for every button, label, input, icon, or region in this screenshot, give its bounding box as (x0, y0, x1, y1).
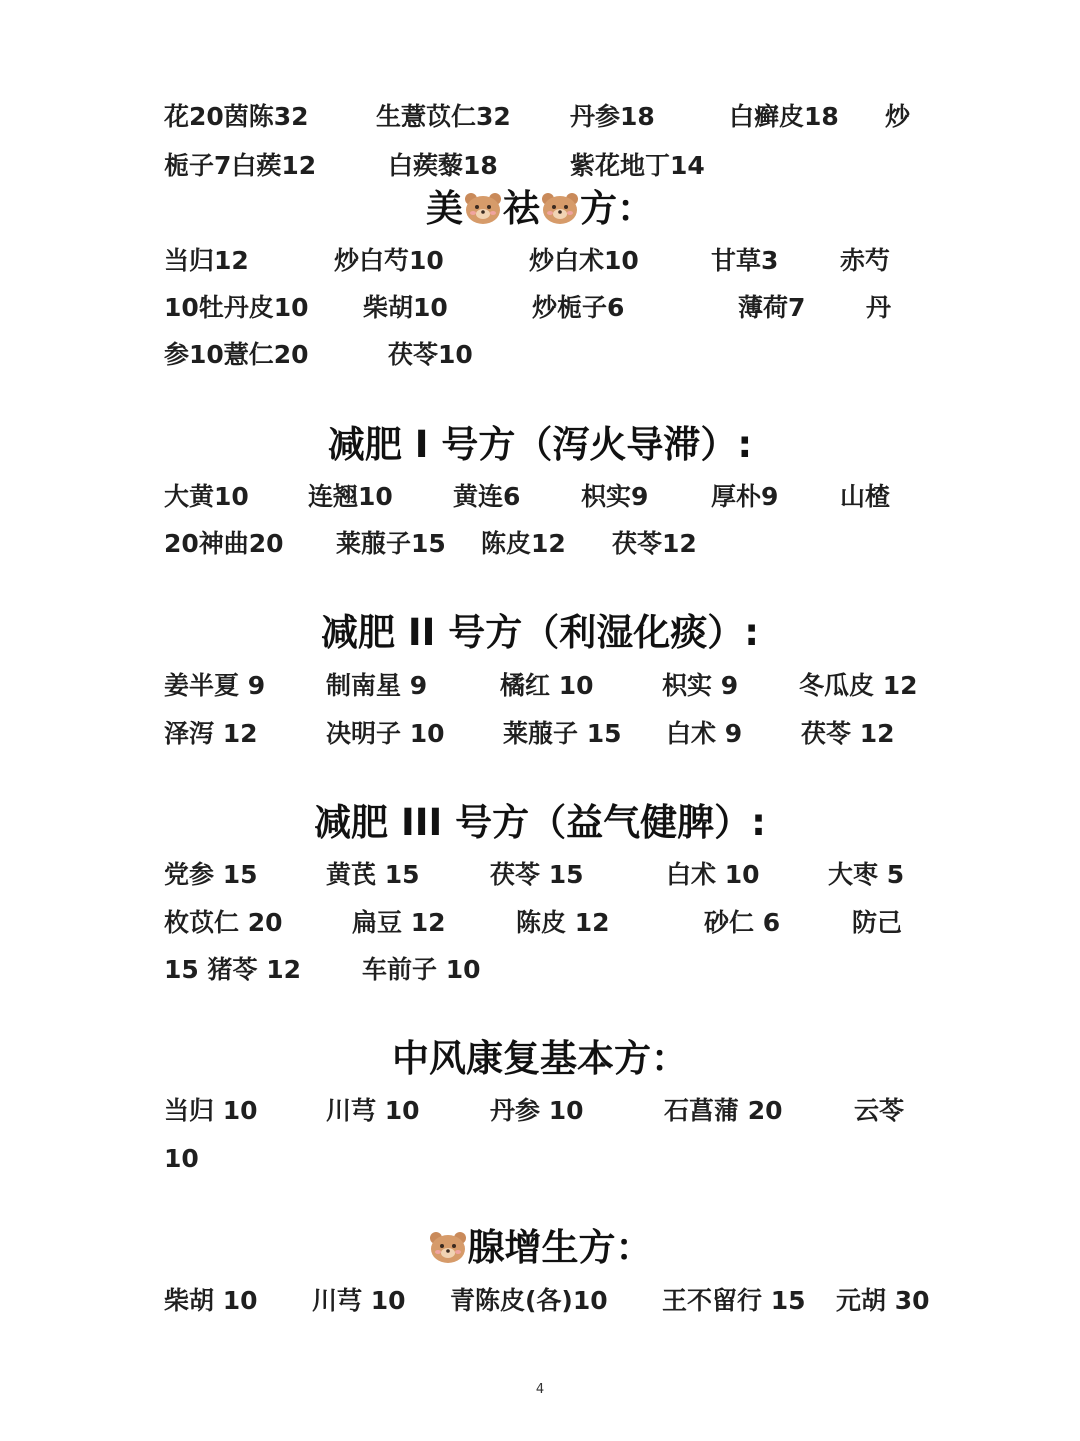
section-heading-slimming-3: 减肥 III 号方（益气健脾）: (314, 801, 766, 844)
herb-item: 大枣 5 (828, 860, 905, 889)
herb-item: 茯苓 15 (490, 860, 584, 889)
bear-sticker-icon (428, 1230, 468, 1264)
herb-item: 茯苓 12 (801, 719, 895, 748)
herb-item: 当归 10 (164, 1096, 258, 1125)
herb-item: 防己 (852, 908, 903, 937)
herb-item: 甘草3 (711, 246, 779, 275)
herb-item: 莱菔子 15 (503, 719, 622, 748)
herb-row (0, 331, 1080, 379)
herb-row (0, 946, 1080, 994)
herb-item: 黄芪 15 (326, 860, 420, 889)
herb-row (0, 710, 1080, 758)
herb-row (0, 520, 1080, 568)
herb-row (0, 851, 1080, 899)
section-heading-hyperplasia (0, 1220, 1080, 1276)
herb-row (0, 899, 1080, 947)
section-heading-slimming-2: 减肥 II 号方（利湿化痰）: (320, 611, 760, 654)
herb-item: 石菖蒲 20 (664, 1096, 783, 1125)
herb-row (0, 1277, 1080, 1325)
herb-item: 车前子 10 (362, 955, 481, 984)
herb-item: 砂仁 6 (704, 908, 781, 937)
heading-text: 腺增生方： (467, 1226, 653, 1269)
herb-item: 连翘10 (308, 482, 393, 511)
herb-item: 赤芍 (840, 246, 891, 275)
herb-row (0, 473, 1080, 521)
section-heading-stroke-recovery: 中风康复基本方： (392, 1037, 688, 1080)
herb-item: 紫花地丁14 (570, 151, 705, 180)
herb-item: 白术 10 (666, 860, 760, 889)
bear-sticker-icon (463, 191, 503, 225)
page-number: 4 (535, 1382, 545, 1397)
herb-item: 大黄10 (164, 482, 249, 511)
herb-item: 10 (164, 1144, 199, 1173)
herb-item: 炒白术10 (529, 246, 639, 275)
herb-item: 丹参 10 (490, 1096, 584, 1125)
herb-item: 当归12 (164, 246, 249, 275)
herb-item: 枚苡仁 20 (164, 908, 283, 937)
herb-item: 炒 (885, 102, 911, 131)
herb-item: 炒栀子6 (532, 293, 625, 322)
herb-item: 炒白芍10 (334, 246, 444, 275)
herb-row (0, 1135, 1080, 1183)
herb-item: 10牡丹皮10 (164, 293, 309, 322)
herb-item: 厚朴9 (711, 482, 779, 511)
herb-item: 栀子7白蒺12 (164, 151, 317, 180)
herb-item: 白术 9 (666, 719, 743, 748)
heading-text: 美 (426, 187, 463, 230)
herb-item: 枳实 9 (662, 671, 739, 700)
herb-item: 白癣皮18 (729, 102, 839, 131)
herb-item: 姜半夏 9 (164, 671, 266, 700)
herb-item: 15 猪苓 12 (164, 955, 301, 984)
herb-item: 扁豆 12 (352, 908, 446, 937)
herb-item: 丹 (866, 293, 892, 322)
herb-item: 泽泻 12 (164, 719, 258, 748)
herb-item: 白蒺藜18 (388, 151, 498, 180)
herb-item: 王不留行 15 (662, 1286, 806, 1315)
herb-item: 枳实9 (581, 482, 649, 511)
herb-item: 茯苓12 (612, 529, 697, 558)
herb-item: 20神曲20 (164, 529, 284, 558)
herb-item: 柴胡 10 (164, 1286, 258, 1315)
herb-item: 陈皮 12 (516, 908, 610, 937)
herb-item: 柴胡10 (363, 293, 448, 322)
herb-item: 决明子 10 (326, 719, 445, 748)
herb-item: 陈皮12 (481, 529, 566, 558)
herb-item: 丹参18 (570, 102, 655, 131)
heading-text: 祛 (503, 187, 540, 230)
herb-row (0, 662, 1080, 710)
herb-item: 川芎 10 (326, 1096, 420, 1125)
herb-row (0, 284, 1080, 332)
herb-row (0, 237, 1080, 285)
section-heading-slimming-1: 减肥 I 号方（泻火导滞）: (327, 423, 753, 466)
herb-item: 生薏苡仁32 (376, 102, 511, 131)
bear-sticker-icon (540, 191, 580, 225)
heading-text: 方： (580, 187, 654, 230)
herb-item: 冬瓜皮 12 (799, 671, 918, 700)
herb-item: 参10薏仁20 (164, 340, 309, 369)
herb-item: 山楂 (840, 482, 891, 511)
herb-row (0, 1087, 1080, 1135)
herb-item: 橘红 10 (500, 671, 594, 700)
herb-item: 制南星 9 (326, 671, 428, 700)
herb-item: 莱菔子15 (336, 529, 446, 558)
herb-item: 花20茵陈32 (164, 102, 309, 131)
herb-item: 薄荷7 (738, 293, 806, 322)
section-heading-beauty (0, 181, 1080, 237)
herb-item: 黄连6 (453, 482, 521, 511)
herb-item: 川芎 10 (312, 1286, 406, 1315)
herb-item: 党参 15 (164, 860, 258, 889)
herb-item: 元胡 30 (836, 1286, 930, 1315)
herb-item: 茯苓10 (388, 340, 473, 369)
herb-row (0, 93, 1080, 141)
herb-item: 青陈皮(各)10 (450, 1286, 608, 1315)
herb-item: 云苓 (854, 1096, 905, 1125)
